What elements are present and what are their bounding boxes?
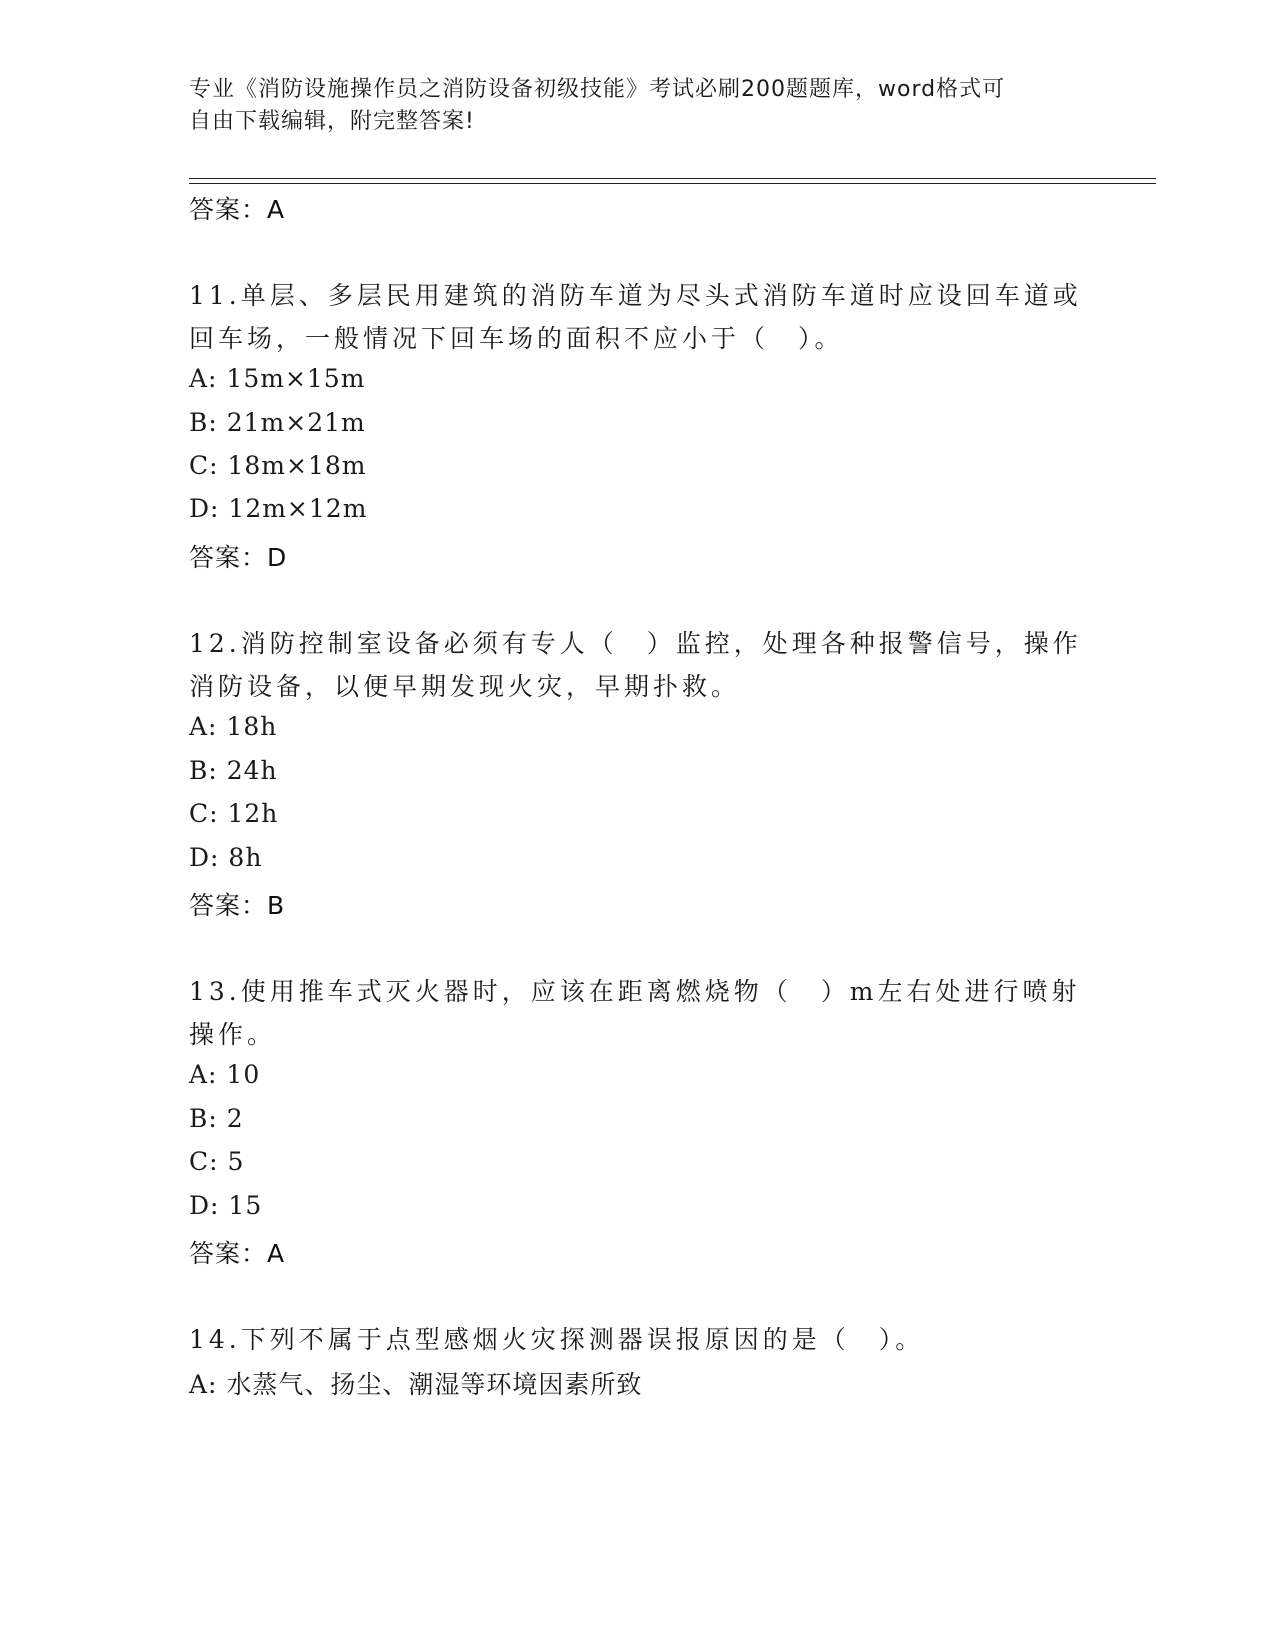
question-13-option-d: D: 15: [189, 1191, 263, 1220]
question-11-line-1: 11.单层、多层民用建筑的消防车道为尽头式消防车道时应设回车道或: [189, 281, 1082, 310]
question-13-line-2: 操作。: [189, 1020, 277, 1049]
question-11-answer: 答案：D: [189, 543, 288, 572]
question-11-option-b: B: 21m×21m: [189, 408, 366, 437]
question-12-option-a: A: 18h: [189, 712, 278, 741]
question-12-line-1: 12.消防控制室设备必须有专人（ ）监控，处理各种报警信号，操作: [189, 629, 1082, 658]
question-14-line-1: 14.下列不属于点型感烟火灾探测器误报原因的是（ ）。: [189, 1325, 925, 1354]
question-12-answer: 答案：B: [189, 891, 286, 920]
question-11-option-d: D: 12m×12m: [189, 494, 368, 523]
question-12-option-d: D: 8h: [189, 843, 263, 872]
header-divider-bottom: [189, 183, 1156, 184]
question-12-line-2: 消防设备，以便早期发现火灾，早期扑救。: [189, 672, 741, 701]
header-divider-top: [189, 178, 1156, 179]
question-13-answer: 答案：A: [189, 1239, 286, 1268]
question-13-option-a: A: 10: [189, 1060, 261, 1089]
answer-line: 答案：A: [189, 195, 286, 224]
question-13-option-c: C: 5: [189, 1147, 245, 1176]
question-13-line-1: 13.使用推车式灭火器时，应该在距离燃烧物（ ）m左右处进行喷射: [189, 977, 1081, 1006]
question-12-option-c: C: 12h: [189, 799, 279, 828]
document-header: [189, 74, 1069, 138]
question-14-option-a: A: 水蒸气、扬尘、潮湿等环境因素所致: [189, 1370, 643, 1399]
header-line-2: 自由下载编辑，附完整答案!: [189, 109, 475, 134]
question-11-line-2: 回车场，一般情况下回车场的面积不应小于（ ）。: [189, 324, 844, 353]
question-13-option-b: B: 2: [189, 1104, 244, 1133]
question-12-option-b: B: 24h: [189, 756, 278, 785]
header-line-1: 专业《消防设施操作员之消防设备初级技能》考试必刷200题题库，word格式可: [189, 77, 1006, 102]
question-11-option-a: A: 15m×15m: [189, 364, 366, 393]
question-11-option-c: C: 18m×18m: [189, 451, 367, 480]
